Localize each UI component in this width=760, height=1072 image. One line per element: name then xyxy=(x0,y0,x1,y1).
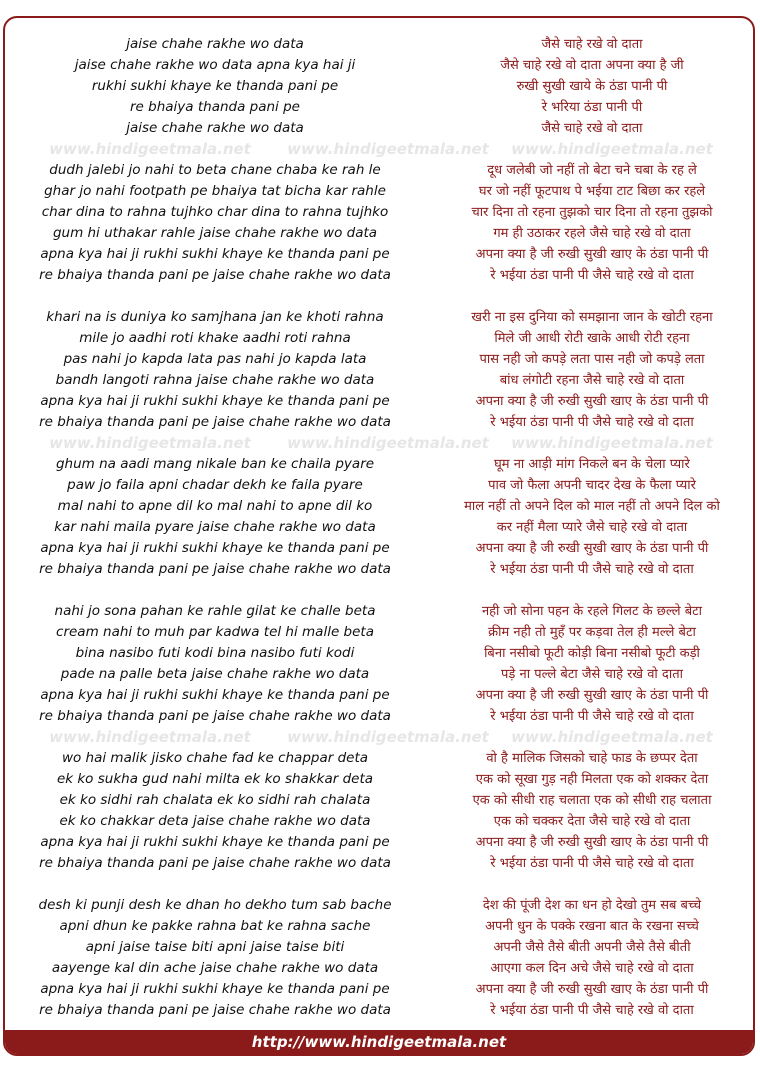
lyric-line xyxy=(5,853,755,874)
lyric-hindi: रे भईया ठंडा पानी पी जैसे चाहे रखे वो दाता xyxy=(490,415,694,430)
watermark: www.hindigeetmala.net xyxy=(511,728,713,746)
lyric-hindi: घर जो नहीं फूटपाथ पे भईया टाट बिछा कर रहले xyxy=(478,184,706,199)
lyric-roman: ek ko sukha gud nahi milta ek ko shakkar deta xyxy=(56,771,374,787)
lyric-hindi: रे भरिया ठंडा पानी पी xyxy=(541,100,643,115)
lyric-line xyxy=(5,790,755,811)
lyric-line xyxy=(5,265,755,286)
lyric-hindi: नही जो सोना पहन के रहले गिलट के छल्ले बेटा xyxy=(481,604,703,619)
lyric-roman: ek ko sidhi rah chalata ek ko sidhi rah chalata xyxy=(59,792,371,808)
stanza-2 xyxy=(5,160,755,286)
watermark-row xyxy=(5,139,755,160)
lyric-hindi: अपना क्या है जी रुखी सुखी खाए के ठंडा पानी पी xyxy=(475,541,709,556)
lyric-roman: re bhaiya thanda pani pe jaise chahe rakhe wo data xyxy=(39,561,391,577)
lyric-hindi: अपनी धुन के पक्के रखना बात के रखना सच्चे xyxy=(485,919,699,934)
stanza-1 xyxy=(5,34,755,139)
watermark-row xyxy=(5,433,755,454)
lyric-line xyxy=(5,118,755,139)
lyric-roman: rukhi sukhi khaye ke thanda pani pe xyxy=(91,78,339,94)
lyric-roman: cream nahi to muh par kadwa tel hi malle beta xyxy=(56,624,374,640)
lyric-line xyxy=(5,559,755,580)
lyric-hindi: जैसे चाहे रखे वो दाता xyxy=(541,121,643,136)
lyric-hindi: जैसे चाहे रखे वो दाता xyxy=(541,37,643,52)
lyric-roman: char dina to rahna tujhko char dina to rahna tujhko xyxy=(41,204,389,220)
lyric-roman: apna kya hai ji rukhi sukhi khaye ke thanda pani pe xyxy=(40,246,390,262)
lyric-line xyxy=(5,307,755,328)
lyric-roman: apna kya hai ji rukhi sukhi khaye ke thanda pani pe xyxy=(40,687,390,703)
lyric-hindi: खरी ना इस दुनिया को समझाना जान के खोटी रहना xyxy=(471,310,713,325)
lyric-roman: mile jo aadhi roti khake aadhi roti rahna xyxy=(79,330,351,346)
lyric-line xyxy=(5,328,755,349)
lyric-roman: re bhaiya thanda pani pe jaise chahe rakhe wo data xyxy=(39,708,391,724)
lyric-roman: bandh langoti rahna jaise chahe rakhe wo data xyxy=(55,372,375,388)
lyric-roman: jaise chahe rakhe wo data xyxy=(126,36,304,52)
lyric-hindi: अपना क्या है जी रुखी सुखी खाए के ठंडा पानी पी xyxy=(475,247,709,262)
lyric-roman: kar nahi maila pyare jaise chahe rakhe wo data xyxy=(54,519,376,535)
lyric-roman: ghar jo nahi footpath pe bhaiya tat bicha kar rahle xyxy=(44,183,386,199)
lyric-hindi: पाव जो फैला अपनी चादर देख के फैला प्यारे xyxy=(488,478,696,493)
lyric-roman: wo hai malik jisko chahe fad ke chappar deta xyxy=(61,750,369,766)
lyric-roman: pade na palle beta jaise chahe rakhe wo data xyxy=(60,666,370,682)
lyric-roman: khari na is duniya ko samjhana jan ke khoti rahna xyxy=(46,309,384,325)
lyric-hindi: देश की पूंजी देश का धन हो देखो तुम सब बच्चे xyxy=(482,898,702,913)
lyric-hindi: बिना नसीबो फूटी कोड़ी बिना नसीबो फूटी कड़ी xyxy=(484,646,700,661)
watermark: www.hindigeetmala.net xyxy=(511,434,713,452)
lyric-line xyxy=(5,223,755,244)
spacer xyxy=(5,874,755,895)
lyric-hindi: एक को चक्कर देता जैसे चाहे रखे वो दाता xyxy=(493,814,691,829)
lyric-roman: re bhaiya thanda pani pe jaise chahe rakhe wo data xyxy=(39,267,391,283)
lyric-line xyxy=(5,412,755,433)
lyric-hindi: गम ही उठाकर रहले जैसे चाहे रखे वो दाता xyxy=(493,226,691,241)
watermark: www.hindigeetmala.net xyxy=(49,434,251,452)
lyric-hindi: कर नहीं मैला प्यारे जैसे चाहे रखे वो दाता xyxy=(496,520,688,535)
lyric-roman: apni jaise taise biti apni jaise taise biti xyxy=(85,939,345,955)
watermark-row xyxy=(5,727,755,748)
lyric-roman: apna kya hai ji rukhi sukhi khaye ke thanda pani pe xyxy=(40,393,390,409)
lyric-hindi: आएगा कल दिन अचे जैसे चाहे रखे वो दाता xyxy=(490,961,694,976)
lyric-roman: ek ko chakkar deta jaise chahe rakhe wo data xyxy=(59,813,371,829)
stanza-6 xyxy=(5,748,755,874)
lyric-roman: bina nasibo futi kodi bina nasibo futi kodi xyxy=(75,645,355,661)
lyric-line xyxy=(5,55,755,76)
lyric-line xyxy=(5,622,755,643)
lyric-line xyxy=(5,76,755,97)
site-url-link[interactable]: http://www.hindigeetmala.net xyxy=(5,1030,753,1054)
lyric-roman: apna kya hai ji rukhi sukhi khaye ke thanda pani pe xyxy=(40,540,390,556)
lyric-hindi: बांध लंगोटी रहना जैसे चाहे रखे वो दाता xyxy=(499,373,685,388)
lyric-line xyxy=(5,160,755,181)
lyric-line xyxy=(5,811,755,832)
lyric-line xyxy=(5,370,755,391)
lyric-roman: ghum na aadi mang nikale ban ke chaila pyare xyxy=(55,456,375,472)
lyric-hindi: जैसे चाहे रखे वो दाता अपना क्या है जी xyxy=(500,58,684,73)
lyric-hindi: रे भईया ठंडा पानी पी जैसे चाहे रखे वो दाता xyxy=(490,709,694,724)
spacer xyxy=(5,286,755,307)
lyric-line xyxy=(5,895,755,916)
lyric-hindi: अपना क्या है जी रुखी सुखी खाए के ठंडा पानी पी xyxy=(475,394,709,409)
lyric-line xyxy=(5,916,755,937)
lyrics-body xyxy=(5,34,755,1021)
lyric-roman: re bhaiya thanda pani pe jaise chahe rakhe wo data xyxy=(39,1002,391,1018)
lyric-hindi: अपना क्या है जी रुखी सुखी खाए के ठंडा पानी पी xyxy=(475,688,709,703)
lyric-line xyxy=(5,181,755,202)
lyric-line xyxy=(5,538,755,559)
lyric-hindi: वो है मालिक जिसको चाहे फाड के छप्पर देता xyxy=(486,751,698,766)
lyric-hindi: पड़े ना पल्ले बेटा जैसे चाहे रखे वो दाता xyxy=(501,667,683,682)
watermark: www.hindigeetmala.net xyxy=(287,728,489,746)
watermark: www.hindigeetmala.net xyxy=(511,140,713,158)
lyric-line xyxy=(5,643,755,664)
lyric-line xyxy=(5,979,755,1000)
lyric-line xyxy=(5,748,755,769)
watermark: www.hindigeetmala.net xyxy=(49,728,251,746)
lyric-roman: apna kya hai ji rukhi sukhi khaye ke thanda pani pe xyxy=(40,834,390,850)
lyric-line xyxy=(5,349,755,370)
lyric-hindi: एक को सीधी राह चलाता एक को सीधी राह चलाता xyxy=(472,793,712,808)
lyric-line xyxy=(5,244,755,265)
lyric-roman: mal nahi to apne dil ko mal nahi to apne dil ko xyxy=(57,498,373,514)
lyric-hindi: पास नही जो कपड़े लता पास नही जो कपड़े लता xyxy=(479,352,705,367)
lyric-line xyxy=(5,1000,755,1021)
stanza-4 xyxy=(5,454,755,580)
lyric-roman: gum hi uthakar rahle jaise chahe rakhe wo data xyxy=(52,225,378,241)
lyric-roman: aayenge kal din ache jaise chahe rakhe wo data xyxy=(51,960,379,976)
lyric-roman: re bhaiya thanda pani pe jaise chahe rakhe wo data xyxy=(39,414,391,430)
lyric-roman: re bhaiya thanda pani pe xyxy=(130,99,300,115)
stanza-7 xyxy=(5,895,755,1021)
lyric-roman: paw jo faila apni chadar dekh ke faila pyare xyxy=(67,477,363,493)
lyric-hindi: रे भईया ठंडा पानी पी जैसे चाहे रखे वो दाता xyxy=(490,562,694,577)
lyric-line xyxy=(5,475,755,496)
watermark: www.hindigeetmala.net xyxy=(287,434,489,452)
lyric-line xyxy=(5,34,755,55)
lyric-line xyxy=(5,601,755,622)
lyric-hindi: अपना क्या है जी रुखी सुखी खाए के ठंडा पानी पी xyxy=(475,835,709,850)
lyric-hindi: अपना क्या है जी रुखी सुखी खाए के ठंडा पानी पी xyxy=(475,982,709,997)
spacer xyxy=(5,580,755,601)
stanza-3 xyxy=(5,307,755,433)
lyric-line xyxy=(5,517,755,538)
lyric-hindi: क्रीम नही तो मुहँ पर कड़वा तेल ही मल्ले बेटा xyxy=(488,625,696,640)
lyric-hindi: रे भईया ठंडा पानी पी जैसे चाहे रखे वो दाता xyxy=(490,1003,694,1018)
lyric-hindi: दूध जलेबी जो नहीं तो बेटा चने चबा के रह ले xyxy=(487,163,697,178)
stanza-5 xyxy=(5,601,755,727)
lyric-line xyxy=(5,391,755,412)
lyric-roman: apni dhun ke pakke rahna bat ke rahna sache xyxy=(59,918,371,934)
lyric-roman: jaise chahe rakhe wo data xyxy=(126,120,304,136)
lyric-roman: dudh jalebi jo nahi to beta chane chaba ke rah le xyxy=(49,162,381,178)
lyrics-card xyxy=(3,16,755,1056)
lyric-roman: re bhaiya thanda pani pe jaise chahe rakhe wo data xyxy=(39,855,391,871)
lyric-line xyxy=(5,769,755,790)
lyric-line xyxy=(5,496,755,517)
lyric-hindi: चार दिना तो रहना तुझको चार दिना तो रहना तुझको xyxy=(471,205,713,220)
watermark: www.hindigeetmala.net xyxy=(49,140,251,158)
lyric-roman: desh ki punji desh ke dhan ho dekho tum sab bache xyxy=(38,897,392,913)
lyric-roman: jaise chahe rakhe wo data apna kya hai ji xyxy=(74,57,356,73)
lyric-hindi: रे भईया ठंडा पानी पी जैसे चाहे रखे वो दाता xyxy=(490,268,694,283)
lyric-line xyxy=(5,97,755,118)
lyric-roman: apna kya hai ji rukhi sukhi khaye ke thanda pani pe xyxy=(40,981,390,997)
watermark: www.hindigeetmala.net xyxy=(287,140,489,158)
lyric-line xyxy=(5,832,755,853)
lyric-hindi: एक को सूखा गुड़ नही मिलता एक को शक्कर देता xyxy=(475,772,709,787)
lyric-line xyxy=(5,937,755,958)
lyric-hindi: रे भईया ठंडा पानी पी जैसे चाहे रखे वो दाता xyxy=(490,856,694,871)
lyric-line xyxy=(5,454,755,475)
lyric-hindi: माल नहीं तो अपने दिल को माल नहीं तो अपने दिल को xyxy=(464,499,720,514)
lyric-hindi: रुखी सुखी खाये के ठंडा पानी पी xyxy=(516,79,668,94)
lyric-line xyxy=(5,685,755,706)
lyric-roman: pas nahi jo kapda lata pas nahi jo kapda lata xyxy=(63,351,367,367)
lyric-hindi: मिले जी आधी रोटी खाके आधी रोटी रहना xyxy=(494,331,690,346)
lyric-roman: nahi jo sona pahan ke rahle gilat ke challe beta xyxy=(54,603,376,619)
lyric-hindi: अपनी जैसे तैसे बीती अपनी जैसे तैसे बीती xyxy=(493,940,691,955)
lyric-line xyxy=(5,706,755,727)
lyric-line xyxy=(5,958,755,979)
lyric-line xyxy=(5,202,755,223)
lyric-line xyxy=(5,664,755,685)
lyric-hindi: घूम ना आड़ी मांग निकले बन के चेला प्यारे xyxy=(494,457,690,472)
